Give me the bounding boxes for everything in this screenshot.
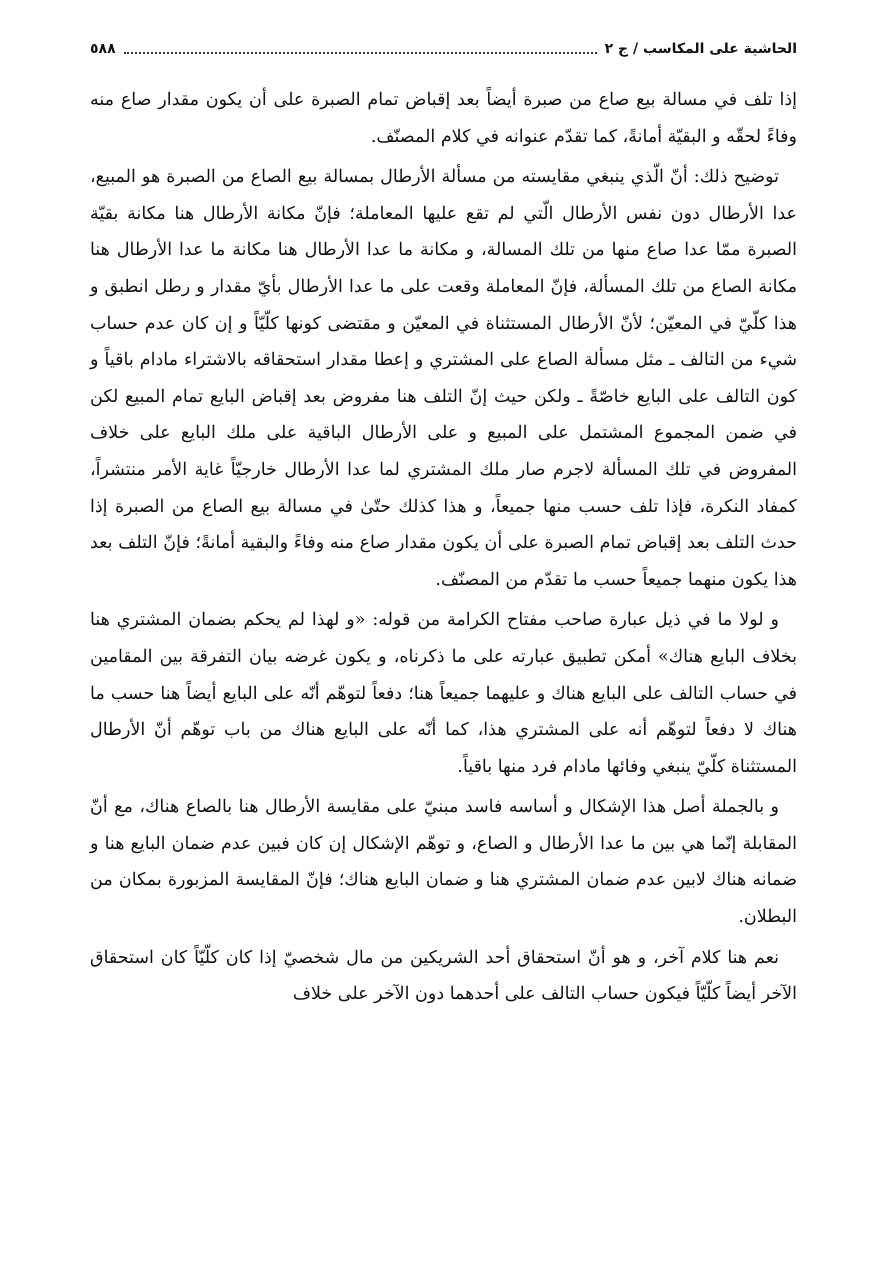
paragraph: و بالجملة أصل هذا الإشكال و أساسه فاسد مبنيّ على مقايسة الأرطال هنا بالصاع هناك، مع أنّ المقابلة إنّما هي بين ما عدا الأرطال و الصاع، و توهّم الإشكال إن كان فبين عدم ضمان البايع هنا و ضمانه هناك لابين عدم ضمان المشتري هنا و ضمان البايع هناك؛ فإنّ المقايسة المزبورة بمكان من البطلان. — [90, 797, 797, 928]
paragraph: و لولا ما في ذيل عبارة صاحب مفتاح الكرامة من قوله: «و لهذا لم يحكم بضمان المشتري هنا بخلاف البايع هناك» أمكن تطبيق عبارته على ما ذكرناه، و يكون غرضه بيان التفرقة بين المقامين في حساب التالف على البايع هناك و عليهما جميعاً هنا؛ دفعاً لتوهّم أنّه على البايع أيضاً هنا حسب ما هناك لا دفعاً لتوهّم أنه على المشتري هذا، كما أنّه على البايع هناك من باب توهّم أنّ الأرطال المستثناة كلّيّ ينبغي وفائها مادام فرد منها باقياً. — [90, 610, 797, 777]
paragraph: نعم هنا كلام آخر، و هو أنّ استحقاق أحد الشريكين من مال شخصيّ إذا كان كلّيّاً كان استحقاق الآخر أيضاً كلّيّاً فيكون حساب التالف على أحدهما دون الآخر على خلاف — [90, 947, 797, 1005]
page-number: ٥٨٨ — [90, 41, 116, 57]
running-title: الحاشية على المكاسب / ج ٢ — [604, 41, 797, 57]
paragraph: توضيح ذلك: أنّ الّذي ينبغي مقايسته من مسألة الأرطال بمسالة بيع الصاع من الصبرة هو المبيع، عدا الأرطال دون نفس الأرطال الّتي لم تقع عليها المعاملة؛ فإنّ مكانة الأرطال هنا مكانة بقيّة الصبرة ممّا عدا صاع منها من تلك المسالة، و مكانة ما عدا الأرطال هنا مكانة ما عدا الأرطال هنا مكانة الصاع من تلك المسألة، فإنّ المعاملة وقعت على ما عدا الأرطال بأيّ مقدار و رطل انطبق و هذا كلّيّ في المعيّن؛ لأنّ الأرطال المستثناة في المعيّن و مقتضى كونها كلّيّاً و إن كان عدم حساب شيء من التالف ـ مثل مسألة الصاع على المشتري و إعطا مقدار استحقاقه بالاشتراء مادام باقياً و كون التالف على البايع خاصّةً ـ ولكن حيث إنّ التلف هنا مفروض بعد إقباض البايع تمام المبيع لكن في ضمن المجموع المشتمل على المبيع و على الأرطال الباقية على ملك البايع على خلاف المفروض في تلك المسألة لاجرم صار ملك المشتري لما عدا الأرطال خارجيّاً غاية الأمر منتشراً، كمفاد النكرة، فإذا تلف حسب منها جميعاً، و هذا كذلك حتّىٰ في مسالة بيع الصاع من الصبرة إذا حدث التلف بعد إقباض تمام الصبرة على أن يكون مقدار صاع منه وفاءً والبقية أمانةً؛ فإنّ التلف بعد هذا يكون منهما جميعاً حسب ما تقدّم من المصنّف. — [90, 167, 797, 590]
dotted-leader — [124, 52, 597, 54]
document-body — [90, 82, 797, 1017]
page-header — [90, 34, 797, 64]
paragraph: إذا تلف في مسالة بيع صاع من صبرة أيضاً بعد إقباض تمام الصبرة على أن يكون مقدار صاع منه وفاءً لحقّه و البقيّة أمانةً، كما تقدّم عنوانه في كلام المصنّف. — [90, 90, 797, 147]
